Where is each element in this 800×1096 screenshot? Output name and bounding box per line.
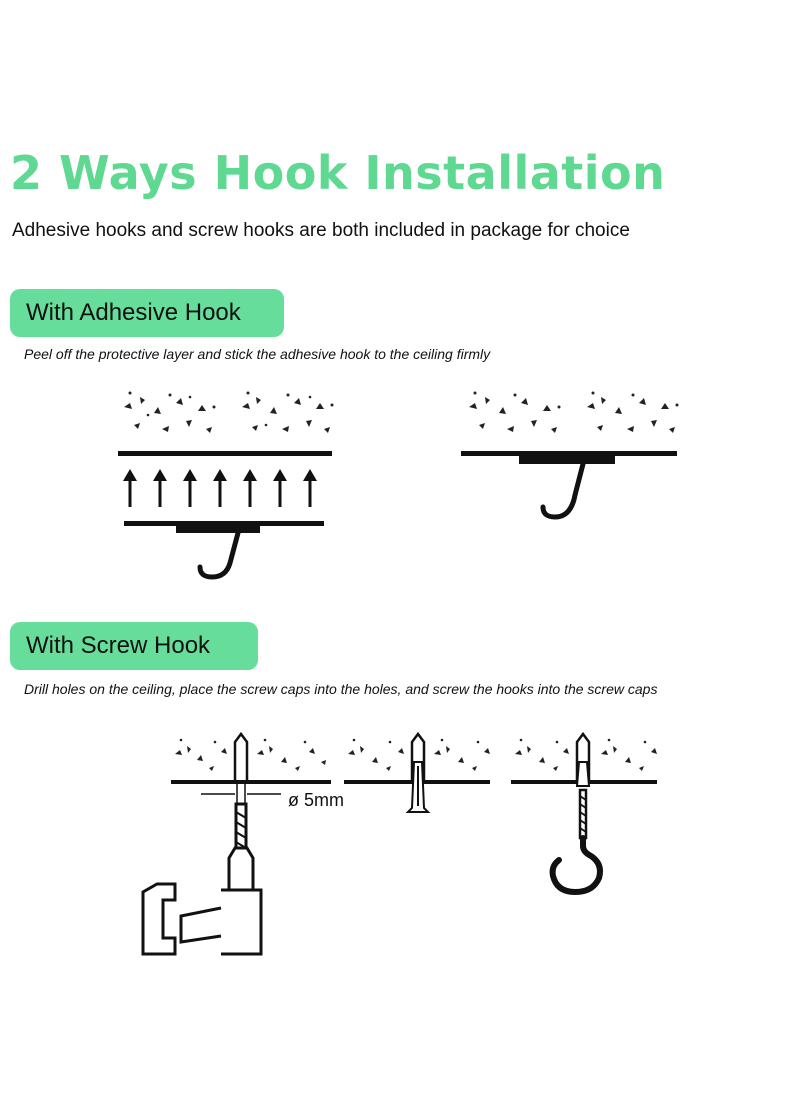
adhesive-hook-icon (461, 451, 677, 517)
drill-icon (143, 804, 261, 954)
arrow-up-icon (123, 469, 317, 507)
page-subtitle: Adhesive hooks and screw hooks are both included in package for choice (12, 220, 630, 241)
ceiling-texture-icon (175, 739, 326, 771)
ceiling-texture-icon (124, 392, 334, 434)
adhesive-step-2-illustration (455, 385, 685, 525)
screw-step-1-illustration (135, 732, 335, 962)
adhesive-section-label: With Adhesive Hook (10, 289, 284, 337)
screw-hook-icon (553, 790, 600, 892)
ceiling-texture-icon (469, 392, 679, 434)
screw-step-3-illustration (505, 732, 665, 922)
adhesive-hook-icon (124, 521, 324, 577)
screw-step-2-illustration (338, 732, 498, 832)
adhesive-instruction: Peel off the protective layer and stick the adhesive hook to the ceiling firmly (24, 346, 491, 362)
adhesive-step-1-illustration (110, 385, 340, 585)
screw-section-label: With Screw Hook (10, 622, 258, 670)
page-title: 2 Ways Hook Installation (10, 146, 666, 200)
screw-instruction: Drill holes on the ceiling, place the screw caps into the holes, and screw the hooks into the screw caps (24, 681, 658, 697)
hole-diameter-label: ø 5mm (288, 790, 344, 810)
